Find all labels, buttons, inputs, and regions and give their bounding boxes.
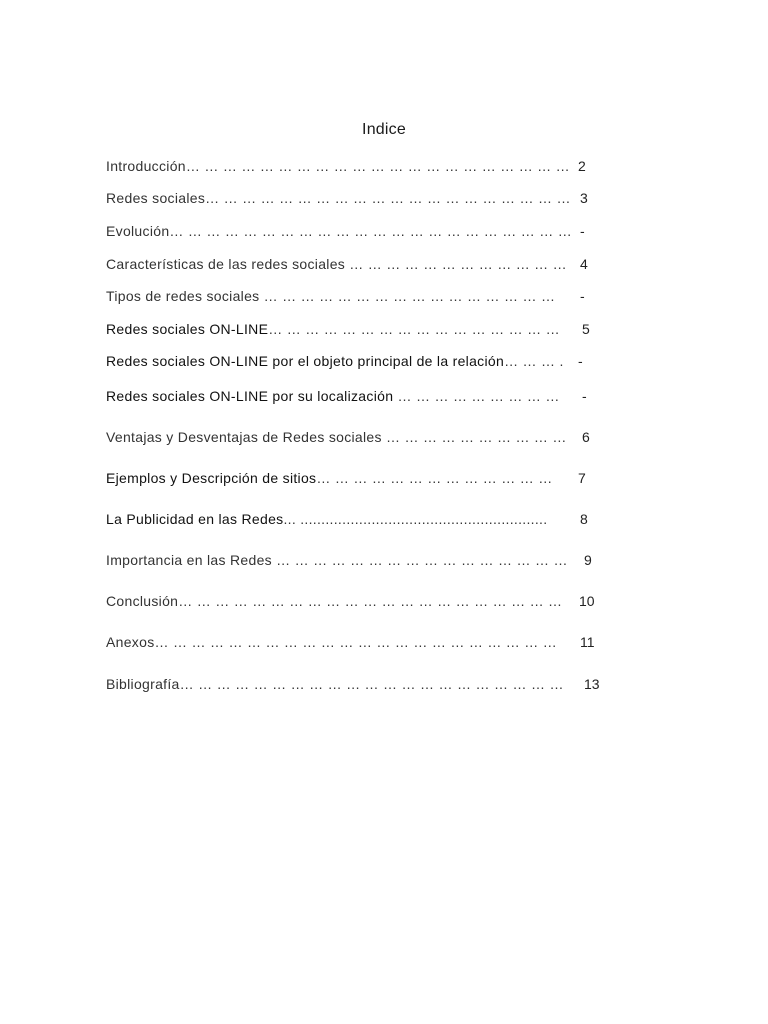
- toc-leader-dots: … … … … … … … … … … … … … … … … … … … … …: [178, 593, 563, 609]
- toc-page-number: -: [580, 223, 585, 239]
- toc-page-number: 3: [580, 190, 588, 206]
- toc-entry-online-objeto[interactable]: [106, 352, 564, 370]
- toc-entry-tipos[interactable]: [106, 287, 555, 305]
- toc-page-number: 6: [582, 429, 590, 445]
- toc-page-number: -: [582, 388, 587, 404]
- toc-entry-label: Bibliografía: [106, 676, 180, 692]
- toc-entry-label: Redes sociales ON-LINE por su localización: [106, 388, 394, 404]
- toc-page-number: 9: [584, 552, 592, 568]
- toc-page-number: 7: [578, 470, 586, 486]
- toc-page-number: 8: [580, 511, 588, 527]
- toc-leader-dots: … … … … … … … … … … … … …: [316, 470, 553, 486]
- toc-page-number: 11: [580, 634, 595, 650]
- toc-page-number: 13: [584, 676, 600, 692]
- toc-entry-online-localizacion[interactable]: [106, 387, 560, 405]
- toc-leader-dots: … … … … … … … … … … … … … … … …: [268, 321, 560, 337]
- toc-entry-label: Importancia en las Redes: [106, 552, 272, 568]
- toc-page-number: -: [580, 288, 585, 304]
- toc-entry-ventajas[interactable]: [106, 428, 567, 446]
- toc-entry-online[interactable]: [106, 320, 560, 338]
- toc-entry-label: Evolución: [106, 223, 170, 239]
- toc-page-number: 10: [579, 593, 595, 609]
- toc-leader-dots: … … … … … … … … … …: [381, 429, 567, 445]
- toc-entry-caracteristicas[interactable]: [106, 255, 567, 273]
- toc-entry-label: Redes sociales ON-LINE: [106, 321, 269, 337]
- toc-entry-label: Tipos de redes sociales: [106, 288, 260, 304]
- toc-entry-publicidad[interactable]: [106, 510, 547, 528]
- toc-entry-label: Anexos: [106, 634, 155, 650]
- toc-entry-anexos[interactable]: [106, 633, 557, 651]
- toc-entry-label: Ejemplos y Descripción de sitios: [106, 470, 317, 486]
- toc-page-number: 5: [582, 321, 590, 337]
- toc-entry-redes-sociales[interactable]: [106, 189, 571, 207]
- toc-entry-label: Redes sociales ON-LINE por el objeto principal de la relación: [106, 353, 505, 369]
- toc-leader-dots: … … … … … … … … … … … … … … … …: [259, 288, 556, 304]
- page-title: Indice: [362, 121, 406, 138]
- toc-entry-label: Conclusión: [106, 593, 179, 609]
- toc-page-number: 4: [580, 256, 588, 272]
- toc-entry-label: Ventajas y Desventajas de Redes sociales: [106, 429, 382, 445]
- toc-page-number: -: [578, 353, 583, 369]
- toc-leader-dots: … … … … … … … … … … … … … … … … … … … … …: [185, 158, 570, 174]
- toc-leader-dots: … … … … … … … … … … … … … … … … … … … … …: [179, 676, 564, 692]
- toc-entry-ejemplos[interactable]: [106, 469, 553, 487]
- toc-leader-dots: … … … … … … … … … … … … … … … … … … … …: [205, 190, 571, 206]
- toc-entry-bibliografia[interactable]: [106, 675, 564, 693]
- toc-leader-dots: … … … … … … … … …: [393, 388, 560, 404]
- toc-entry-importancia[interactable]: [106, 551, 568, 569]
- toc-leader-dots: ... ...........................................................: [283, 511, 548, 527]
- toc-leader-dots: … … … … … … … … … … … … … … … … … … … … … …: [154, 634, 558, 650]
- toc-leader-dots: … … … .: [504, 353, 564, 369]
- toc-entry-conclusion[interactable]: [106, 592, 562, 610]
- toc-entry-evolucion[interactable]: [106, 222, 572, 240]
- toc-entry-label: Redes sociales: [106, 190, 206, 206]
- toc-leader-dots: … … … … … … … … … … … …: [345, 256, 567, 272]
- toc-leader-dots: … … … … … … … … … … … … … … … …: [271, 552, 568, 568]
- toc-entry-introduccion[interactable]: [106, 157, 570, 175]
- toc-entry-label: Introducción: [106, 158, 186, 174]
- toc-entry-label: La Publicidad en las Redes: [106, 511, 284, 527]
- toc-page-number: 2: [578, 158, 586, 174]
- toc-leader-dots: … … … … … … … … … … … … … … … … … … … … … …: [169, 223, 572, 239]
- toc-entry-label: Características de las redes sociales: [106, 256, 346, 272]
